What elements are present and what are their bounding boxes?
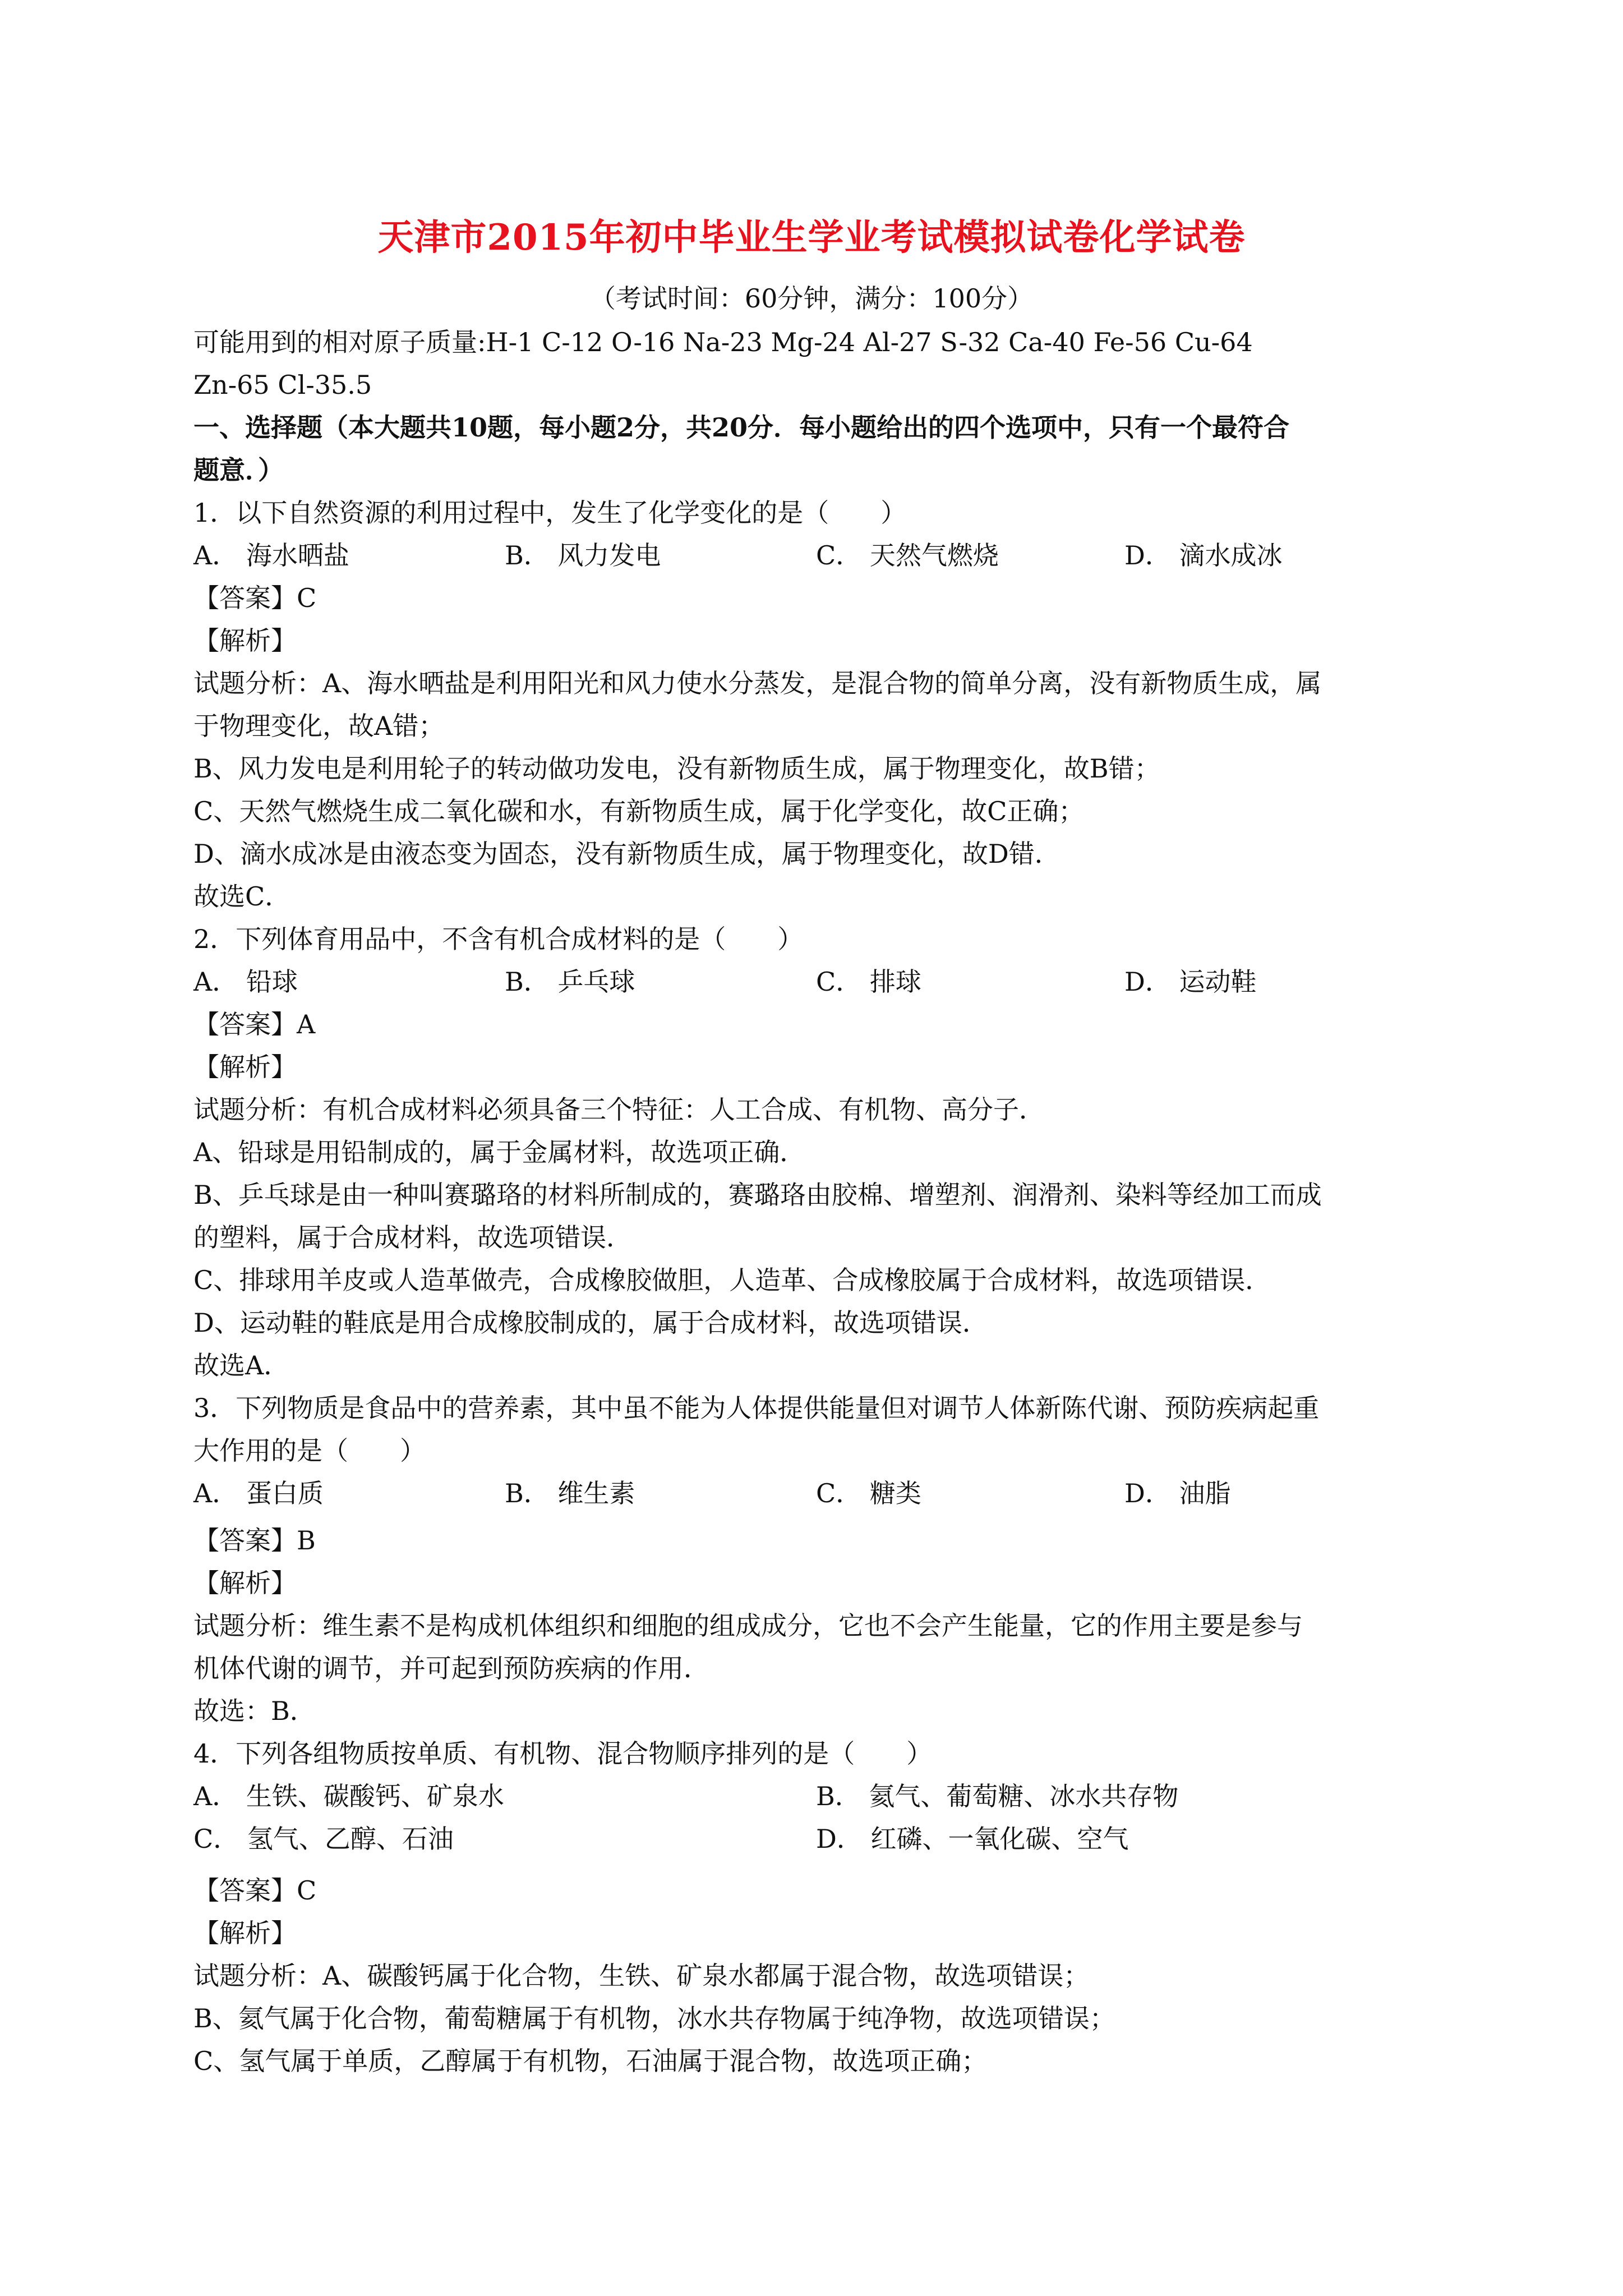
q3-option-a: A． 蛋白质 <box>193 1478 324 1508</box>
section-heading-line-1: 一、选择题（本大题共10题，每小题2分，共20分．每小题给出的四个选项中，只有一个最符合 <box>193 412 1290 443</box>
question-3-line-1: 3．下列物质是食品中的营养素，其中虽不能为人体提供能量但对调节人体新陈代谢、预防疾病起重 <box>193 1393 1320 1423</box>
question-1: 1．以下自然资源的利用过程中，发生了化学变化的是（ ） <box>193 498 907 528</box>
atomic-masses-line-1: 可能用到的相对原子质量:H-1 C-12 O-16 Na-23 Mg-24 Al-27 S-32 Ca-40 Fe-56 Cu-64 <box>193 327 1253 357</box>
q1-option-a: A． 海水晒盐 <box>193 540 349 570</box>
q3-analysis-line: 机体代谢的调节，并可起到预防疾病的作用． <box>193 1653 709 1683</box>
q3-answer: 【答案】B <box>193 1525 316 1556</box>
q3-option-c: C． 糖类 <box>816 1478 921 1508</box>
q1-answer: 【答案】C <box>193 583 317 613</box>
q4-option-b: B． 氦气、葡萄糖、冰水共存物 <box>816 1781 1179 1811</box>
q4-option-d: D． 红磷、一氧化碳、空气 <box>816 1824 1129 1854</box>
q2-answer: 【答案】A <box>193 1009 316 1039</box>
q4-analysis-line: B、氦气属于化合物，葡萄糖属于有机物，冰水共存物属于纯净物，故选项错误； <box>193 2003 1115 2033</box>
q3-analysis-line: 故选：B． <box>193 1696 316 1726</box>
q2-option-c: C． 排球 <box>816 967 921 997</box>
q2-analysis-line: A、铅球是用铅制成的，属于金属材料，故选项正确． <box>193 1137 806 1167</box>
q2-option-d: D． 运动鞋 <box>1124 967 1257 997</box>
q2-analysis-line: 的塑料，属于合成材料，故选项错误． <box>193 1222 632 1253</box>
q1-analysis-label: 【解析】 <box>193 625 297 656</box>
question-2: 2．下列体育用品中，不含有机合成材料的是（ ） <box>193 924 804 954</box>
q4-analysis-label: 【解析】 <box>193 1918 297 1948</box>
page-title: 天津市2015年初中毕业生学业考试模拟试卷化学试卷 <box>377 217 1246 259</box>
q2-option-a: A． 铅球 <box>193 967 298 997</box>
q1-analysis-line: B、风力发电是利用轮子的转动做功发电，没有新物质生成，属于物理变化，故B错； <box>193 753 1160 784</box>
q3-analysis-label: 【解析】 <box>193 1568 297 1598</box>
q1-analysis-line: 故选C． <box>193 881 291 912</box>
q2-analysis-line: 试题分析：有机合成材料必须具备三个特征：人工合成、有机物、高分子． <box>193 1094 1045 1125</box>
question-4: 4．下列各组物质按单质、有机物、混合物顺序排列的是（ ） <box>193 1738 933 1769</box>
q4-analysis-line: 试题分析：A、碳酸钙属于化合物，生铁、矿泉水都属于混合物，故选项错误； <box>193 1961 1090 1991</box>
q1-option-b: B． 风力发电 <box>505 540 661 570</box>
section-heading-line-2: 题意．） <box>193 455 284 485</box>
exam-info: （考试时间：60分钟，满分：100分） <box>589 283 1034 314</box>
q1-option-d: D． 滴水成冰 <box>1124 540 1283 570</box>
q4-option-c: C． 氢气、乙醇、石油 <box>193 1824 454 1854</box>
q3-analysis-line: 试题分析：维生素不是构成机体组织和细胞的组成成分，它也不会产生能量，它的作用主要是参与 <box>193 1611 1303 1641</box>
q3-option-b: B． 维生素 <box>505 1478 635 1508</box>
q1-analysis-line: C、天然气燃烧生成二氧化碳和水，有新物质生成，属于化学变化，故C正确； <box>193 796 1085 826</box>
q4-answer: 【答案】C <box>193 1875 317 1906</box>
q2-analysis-line: 故选A． <box>193 1350 290 1381</box>
q2-analysis-label: 【解析】 <box>193 1052 297 1082</box>
q2-analysis-line: B、乒乓球是由一种叫赛璐珞的材料所制成的，赛璐珞由胶棉、增塑剂、润滑剂、染料等经加工而成 <box>193 1180 1322 1210</box>
question-3-line-2: 大作用的是（ ） <box>193 1435 426 1466</box>
q2-option-b: B． 乒乓球 <box>505 967 635 997</box>
q1-analysis-line: D、滴水成冰是由液态变为固态，没有新物质生成，属于物理变化，故D错． <box>193 839 1061 869</box>
q4-option-a: A． 生铁、碳酸钙、矿泉水 <box>193 1781 504 1811</box>
q1-analysis-line: 试题分析：A、海水晒盐是利用阳光和风力使水分蒸发，是混合物的简单分离，没有新物质生成，属 <box>193 668 1322 698</box>
q2-analysis-line: C、排球用羊皮或人造革做壳，合成橡胶做胆，人造革、合成橡胶属于合成材料，故选项错误． <box>193 1265 1271 1295</box>
q2-analysis-line: D、运动鞋的鞋底是用合成橡胶制成的，属于合成材料，故选项错误． <box>193 1308 988 1338</box>
q1-option-c: C． 天然气燃烧 <box>816 540 999 570</box>
q4-analysis-line: C、氢气属于单质，乙醇属于有机物，石油属于混合物，故选项正确； <box>193 2046 988 2076</box>
atomic-masses-line-2: Zn-65 Cl-35.5 <box>193 370 372 400</box>
q1-analysis-line: 于物理变化，故A错； <box>193 711 445 741</box>
q3-option-d: D． 油脂 <box>1124 1478 1231 1508</box>
